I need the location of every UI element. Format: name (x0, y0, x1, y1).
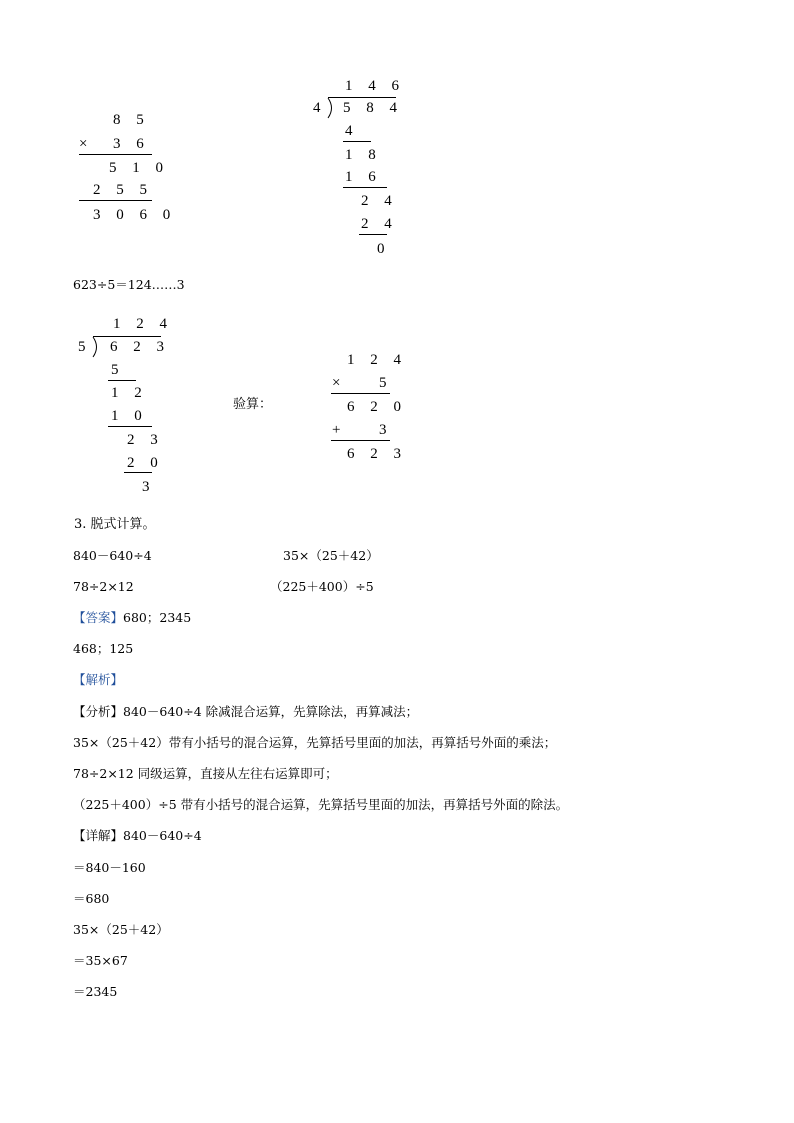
divisor: 5 (78, 339, 92, 355)
product: 6 2 0 (347, 399, 407, 415)
step: 1 6 (345, 169, 382, 185)
division-bracket (91, 336, 101, 358)
product: 3 0 6 0 (93, 207, 177, 223)
times-sign: × (332, 375, 347, 391)
detail-prefix: 【详解】 (73, 828, 124, 843)
plus-sign: + (332, 422, 347, 438)
detail-line-6: ＝2345 (73, 984, 118, 999)
detail-line-5: ＝35×67 (73, 953, 128, 968)
step: 2 4 (361, 193, 398, 209)
rule-line (124, 472, 152, 473)
remainder: 0 (377, 241, 391, 257)
rule-line (359, 234, 387, 235)
rule-line (343, 141, 371, 142)
rule-line (108, 380, 136, 381)
answer-values: 680；2345 (123, 610, 192, 625)
rule-line (331, 440, 390, 441)
quotient: 1 4 6 (345, 78, 405, 94)
check-label: 验算： (233, 397, 273, 412)
check-result: 6 2 3 (347, 446, 407, 462)
divisor: 4 (313, 100, 327, 116)
rule-line (343, 187, 387, 188)
answer-line-1 (73, 610, 191, 626)
detail-line-2: ＝840－160 (73, 860, 146, 875)
times-sign: × (79, 136, 94, 152)
quotient: 1 2 4 (113, 316, 173, 332)
detail-text: 840－640÷4 (123, 828, 202, 843)
problem-4: （225＋400）÷5 (270, 579, 374, 594)
remainder-addend: 3 (379, 422, 393, 438)
division-bar (328, 97, 396, 98)
problem-3: 78÷2×12 (73, 579, 134, 594)
analysis-label: 【解析】 (73, 672, 124, 687)
dividend: 6 2 3 (110, 339, 170, 355)
multiplicand: 8 5 (113, 112, 150, 128)
step: 2 3 (127, 432, 164, 448)
section-title: 3. 脱式计算。 (74, 517, 156, 532)
analysis-line-2: 35×（25＋42）带有小括号的混合运算，先算括号里面的加法，再算括号外面的乘法； (73, 735, 557, 750)
remainder: 3 (142, 479, 156, 495)
rule-line (331, 393, 390, 394)
multiplier: 5 (379, 375, 393, 391)
analysis-text: 840－640÷4 除减混合运算，先算除法，再算减法； (123, 704, 419, 719)
rule-line (79, 154, 152, 155)
detail-line-1 (73, 828, 202, 844)
step: 1 8 (345, 147, 382, 163)
answer-line-2: 468；125 (73, 641, 134, 656)
multiplier: 3 6 (113, 136, 150, 152)
division-bracket (326, 97, 336, 119)
analysis-prefix: 【分析】 (73, 704, 124, 719)
analysis-line-1 (73, 704, 418, 720)
multiplicand: 1 2 4 (347, 352, 407, 368)
analysis-line-4: （225＋400）÷5 带有小括号的混合运算，先算括号里面的加法，再算括号外面的除法。 (73, 797, 569, 812)
analysis-line-3: 78÷2×12 同级运算，直接从左往右运算即可； (73, 766, 338, 781)
step: 5 (111, 362, 125, 378)
detail-line-4: 35×（25＋42） (73, 922, 169, 937)
step: 2 4 (361, 216, 398, 232)
step: 2 0 (127, 455, 164, 471)
step: 1 2 (111, 385, 148, 401)
partial-product-1: 5 1 0 (109, 160, 169, 176)
dividend: 5 8 4 (343, 100, 403, 116)
step: 1 0 (111, 408, 148, 424)
answer-label: 【答案】 (73, 610, 124, 625)
step: 4 (345, 123, 359, 139)
problem-2: 35×（25＋42） (283, 548, 379, 563)
partial-product-2: 2 5 5 (93, 182, 153, 198)
detail-line-3: ＝680 (73, 891, 110, 906)
division-bar (93, 336, 161, 337)
problem-1: 840－640÷4 (73, 548, 152, 563)
rule-line (108, 426, 152, 427)
rule-line (79, 200, 152, 201)
division-equation: 623÷5＝124……3 (73, 277, 185, 292)
